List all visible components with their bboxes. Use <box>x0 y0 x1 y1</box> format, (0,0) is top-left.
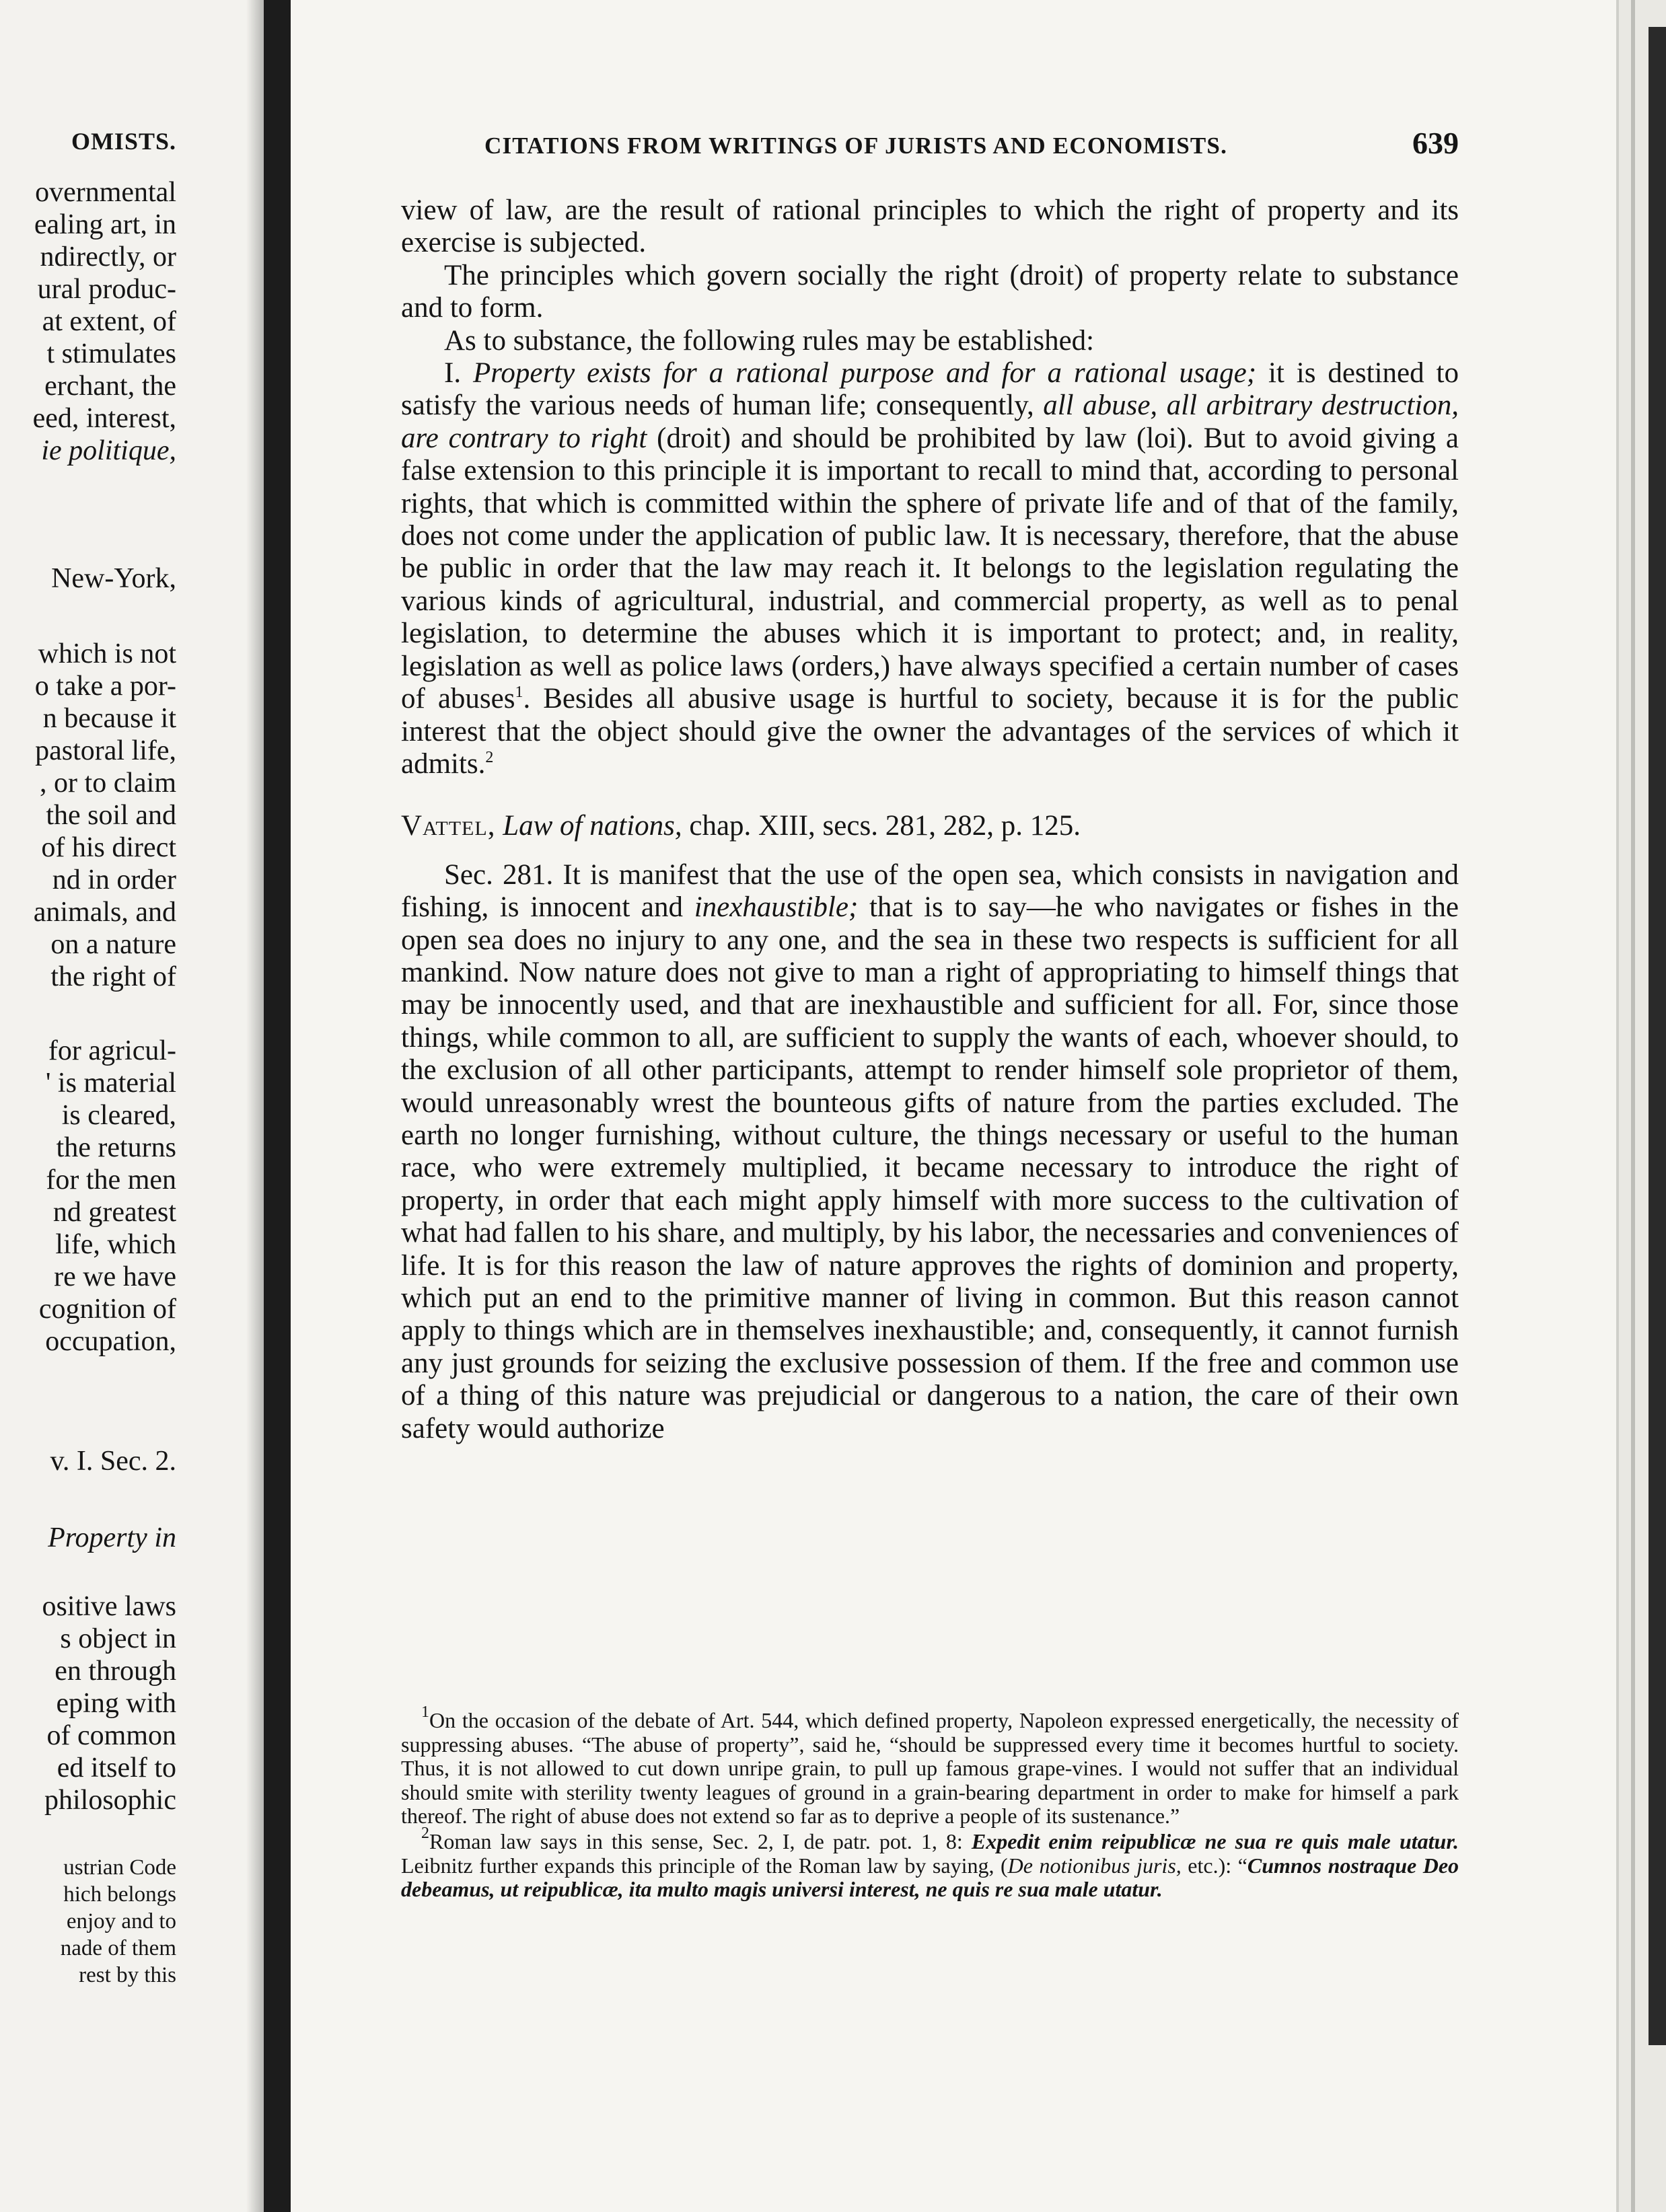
footnote-1-text: On the occasion of the debate of Art. 544, which defined property, Napoleon expressed energetically, the necessity of suppressing abuses. “The abuse of property”, said he, “should be suppressed every time it becomes hurtful to society. Thus, it is not allowed to cut down unripe grain, to pull up famous grape-vines. I would not suffer that an individual should smite with sterility twenty leagues of ground in a grain-bearing department in order to make for himself a park thereof. The right of abuse does not extend so far as to deprive a people of its sustenance.” <box>401 1708 1459 1829</box>
left-page-line: the right of <box>50 961 176 992</box>
edge-shadow <box>1649 27 1666 2045</box>
footnote-2-mark: 2 <box>421 1824 429 1842</box>
left-page-line: on a nature <box>50 929 176 960</box>
rule-italic-2: all abuse, all arbitrary destruction, are contrary to right <box>401 390 1459 454</box>
left-page-line: t stimulates <box>46 338 176 369</box>
left-page-line: philosophic <box>44 1785 176 1816</box>
left-page-line: ' is material <box>45 1068 176 1099</box>
left-page-line: New-York, <box>51 563 176 594</box>
footnote-ref-2: 2 <box>485 748 494 766</box>
left-page-line: cognition of <box>38 1294 176 1325</box>
rule-text-c: . Besides all abusive usage is hurtful to society, because it is for the public interest that the object should give the owner the advantages of the services of which it admits. <box>401 683 1459 780</box>
left-page-line: ie politique, <box>41 435 176 466</box>
left-page-line: at extent, of <box>42 306 176 337</box>
body-text <box>401 194 1459 1445</box>
left-page-line: s object in <box>60 1623 176 1654</box>
left-page-line: nd greatest <box>52 1197 176 1228</box>
footnote-2-text-c: etc.): “ <box>1181 1853 1247 1878</box>
left-page-line: life, which <box>55 1229 176 1260</box>
left-page-line: , or to claim <box>40 768 176 799</box>
footnote-2-italic-3: Cumnos nostraque Deo debeamus, ut reipublicæ, ita multo magis universi interest, ne quis re sua male utatur. <box>401 1853 1459 1902</box>
left-page-line: pastoral life, <box>35 735 176 766</box>
left-page-line: overnmental <box>35 177 176 208</box>
rule-italic-1: Property exists for a rational purpose and for a rational usage; <box>472 357 1257 390</box>
left-page-line: nade of them <box>60 1936 176 1960</box>
sec-281-text-b: that is to say—he who navigates or fishes in the open sea does no injury to any one, and the sea in these two respects is sufficient for all mankind. Now nature does not give to man a right of appropriating to himself things that may be innocently used, and that are inexhaustible and sufficient for all. For, since those things, while common to all, are sufficient to supply the wants of each, whoever should, to the exclusion of all other participants, attempt to render himself sole proprietor of them, would unreasonably wrest the bounteous gifts of nature from the parties excluded. The earth no longer furnishing, without culture, the things necessary or useful to the human race, who were extremely multiplied, it became necessary to introduce the right of property, in order that each might apply himself with more success to the cultivation of what had fallen to his share, and multiply, by his labor, the necessaries and conveniences of life. It is for this reason the law of nature approves the rights of dominion and property, which put an end to the primitive manner of living in common. But this reason cannot apply to things which are in themselves inexhaustible; and, consequently, it cannot furnish any just grounds for seizing the exclusive possession of them. If the free and common use of a thing of this nature was prejudicial or dangerous to a nation, the care of their own safety would authorize <box>401 891 1459 1444</box>
sec-281-italic: inexhaustible; <box>694 891 859 924</box>
footnote-2-text-b: Leibnitz further expands this principle of the Roman law by saying, ( <box>401 1853 1008 1878</box>
paragraph-1: view of law, are the result of rational principles to which the right of property and its exercise is subjected. <box>401 194 1459 259</box>
left-page-line: of common <box>46 1720 176 1751</box>
left-page-line: rest by this <box>79 1963 176 1987</box>
page-number: 639 <box>1412 126 1459 160</box>
paragraph-sec-281 <box>401 859 1459 1445</box>
footnote-1-mark: 1 <box>421 1703 429 1721</box>
left-page-line: ositive laws <box>42 1591 176 1622</box>
left-page-line: eping with <box>56 1688 176 1719</box>
left-page-line: Property in <box>48 1522 176 1553</box>
left-page-line: for the men <box>46 1165 176 1195</box>
left-page-line: ural produc- <box>37 274 176 305</box>
citation-work: Law of nations, <box>503 810 682 842</box>
left-page-line: n because it <box>42 703 176 734</box>
left-page-line: eed, interest, <box>32 403 176 434</box>
left-page-line: which is not <box>38 638 176 669</box>
left-page-line: ealing art, in <box>34 209 176 240</box>
left-page-line: is cleared, <box>61 1100 176 1131</box>
footnote-2-text-a: Roman law says in this sense, Sec. 2, I, de patr. pot. 1, 8: <box>429 1829 972 1853</box>
left-page-line: the returns <box>56 1132 176 1163</box>
sec-281-text-a: Sec. 281. It is manifest that the use of the open sea, which consists in navigation and fishing, is innocent and <box>401 858 1459 924</box>
left-page-line: occupation, <box>45 1326 176 1357</box>
left-page-line: for agricul- <box>48 1035 176 1066</box>
left-page-line: re we have <box>54 1261 176 1292</box>
footnote-2-italic-1: Expedit enim reipublicæ ne sua re quis male utatur. <box>971 1829 1459 1853</box>
left-page-line: o take a por- <box>34 671 176 702</box>
page-edge <box>1616 0 1666 2212</box>
footnote-2 <box>401 1824 1459 1902</box>
left-page-line: the soil and <box>46 800 176 831</box>
gutter-shadow <box>246 0 264 2212</box>
rule-text-b: (droit) and should be prohibited by law (loi). But to avoid giving a false extension to this principle it is important to recall to mind that, according to personal rights, that which is committed within the sphere of private life and of that of the family, does not come under the application of public law. It is necessary, therefore, that the abuse be public in order that the law may reach it. It belongs to the legislation regulating the various kinds of agricultural, industrial, and commercial property, as well as to penal legislation, to determine the abuses which it is important to protect; and, in reality, legislation as well as police laws (orders,) have always specified a certain number of cases of abuses <box>401 422 1459 715</box>
citation-author: Vattel, <box>401 810 496 842</box>
running-head <box>484 125 1459 161</box>
left-page-line: v. I. Sec. 2. <box>50 1446 176 1477</box>
edge-strip <box>1631 0 1635 2212</box>
left-page-line: hich belongs <box>63 1882 176 1907</box>
left-page-line: enjoy and to <box>66 1909 176 1933</box>
left-page-line: ustrian Code <box>63 1855 176 1880</box>
citation-heading <box>401 810 1459 842</box>
left-page-line: erchant, the <box>44 371 176 402</box>
left-page-line: animals, and <box>33 897 176 928</box>
left-page-line: OMISTS. <box>71 128 176 155</box>
paragraph-3: As to substance, the following rules may be established: <box>444 324 1095 357</box>
rule-number: I. <box>444 357 462 390</box>
left-page-line: en through <box>55 1656 176 1687</box>
left-page-line: nd in order <box>52 864 176 895</box>
citation-details: chap. XIII, secs. 281, 282, p. 125. <box>682 810 1081 842</box>
footnote-ref-1: 1 <box>515 684 523 702</box>
previous-page-fragment <box>0 0 264 2212</box>
footnote-1 <box>401 1703 1459 1829</box>
rule-text-a: it is destined to satisfy the various needs of human life; consequently, <box>401 357 1459 422</box>
paragraph-4 <box>401 357 1459 780</box>
left-page-line: ndirectly, or <box>40 242 176 272</box>
left-page-line: ed itself to <box>57 1753 176 1783</box>
running-head-title: CITATIONS FROM WRITINGS OF JURISTS AND ECONOMISTS. <box>484 133 1228 159</box>
paragraph-2: The principles which govern socially the right (droit) of property relate to substance and to form. <box>401 259 1459 324</box>
footnotes <box>401 1703 1459 1902</box>
footnote-2-italic-2: De notionibus juris, <box>1007 1853 1182 1878</box>
left-page-line: of his direct <box>41 832 176 863</box>
